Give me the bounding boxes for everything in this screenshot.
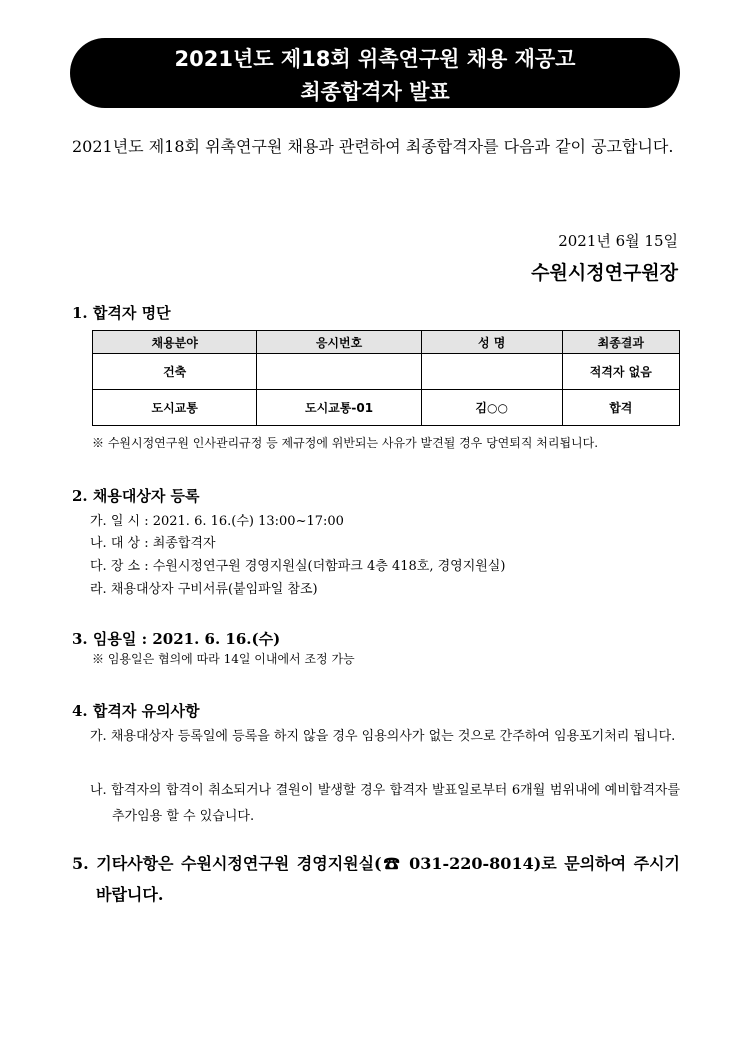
announcement-date: 2021년 6월 15일 (558, 232, 678, 250)
table-header: 응시번호 (257, 331, 421, 354)
table-cell (421, 354, 562, 390)
list-item (90, 724, 680, 750)
table-cell: 건축 (93, 354, 257, 390)
table-row (93, 354, 680, 390)
table-cell: 적격자 없음 (562, 354, 679, 390)
list-item: 가. 일 시 : 2021. 6. 16.(수) 13:00~17:00 (90, 514, 344, 529)
list-item: 다. 장 소 : 수원시정연구원 경영지원실(더함파크 4층 418호, 경영지원실) (90, 559, 506, 574)
list-item: 나. 대 상 : 최종합격자 (90, 536, 216, 551)
list-item-text: 나. 합격자의 합격이 취소되거나 결원이 발생할 경우 합격자 발표일로부터 6개월 범위내에 예비합격자를 추가임용 할 수 있습니다. (90, 783, 680, 824)
title-line-1: 2021년도 제18회 위촉연구원 채용 재공고 (174, 47, 576, 71)
table-note: ※ 수원시정연구원 인사관리규정 등 제규정에 위반되는 사유가 발견될 경우 당연퇴직 처리됩니다. (92, 436, 599, 450)
table-header: 성 명 (421, 331, 562, 354)
result-table (92, 330, 680, 426)
table-cell: 도시교통 (93, 390, 257, 426)
title-line-2: 최종합격자 발표 (300, 80, 450, 104)
table-cell: 도시교통-01 (257, 390, 421, 426)
list-item: 라. 채용대상자 구비서류(붙임파일 참조) (90, 582, 318, 597)
table-cell: 합격 (562, 390, 679, 426)
section-3-note: ※ 임용일은 협의에 따라 14일 이내에서 조정 가능 (92, 652, 355, 666)
table-header-row (93, 331, 680, 354)
table-header: 최종결과 (562, 331, 679, 354)
intro-paragraph: 2021년도 제18회 위촉연구원 채용과 관련하여 최종합격자를 다음과 같이 공고합니다. (72, 137, 674, 156)
section-1-title: 1. 합격자 명단 (72, 304, 171, 322)
table-row (93, 390, 680, 426)
table-header: 채용분야 (93, 331, 257, 354)
section-2-title: 2. 채용대상자 등록 (72, 487, 200, 505)
issuer-name: 수원시정연구원장 (531, 262, 678, 284)
list-item (90, 778, 680, 830)
section-3-title: 3. 임용일 : 2021. 6. 16.(수) (72, 630, 281, 648)
contact-paragraph: 5. 기타사항은 수원시정연구원 경영지원실(☎ 031-220-8014)로 문의하여 주시기 바랍니다. (72, 854, 680, 904)
section-4-title: 4. 합격자 유의사항 (72, 702, 200, 720)
table-cell: 김○○ (421, 390, 562, 426)
list-item-text: 가. 채용대상자 등록일에 등록을 하지 않을 경우 임용의사가 없는 것으로 간주하여 임용포기처리 됩니다. (90, 729, 676, 744)
title-banner (70, 38, 680, 108)
table-cell (257, 354, 421, 390)
